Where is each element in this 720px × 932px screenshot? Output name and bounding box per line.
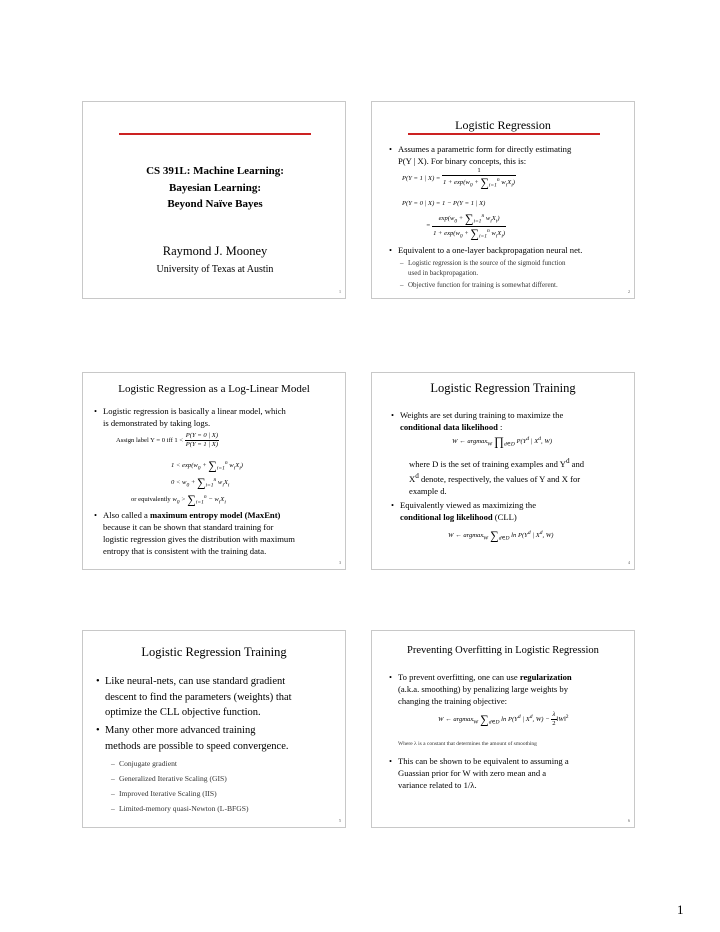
bullet-text: logistic regression gives the distribution with maximum	[103, 534, 295, 544]
bullet: • Weights are set during training to maximize the conditional data likelihood :	[400, 409, 630, 433]
sub-bullet: – Limited-memory quasi-Newton (L-BFGS)	[111, 804, 249, 813]
bold-term: maximum entropy model (MaxEnt)	[150, 510, 281, 520]
slide-title: Logistic Regression Training	[141, 645, 287, 659]
where-text-line: example d.	[409, 485, 447, 496]
bullet-text: Like neural-nets, can use standard gradient	[105, 676, 286, 687]
bullet: • Like neural-nets, can use standard gradient descent to find the parameters (weights) that optimize the CLL objective function.	[105, 674, 341, 721]
bullet-text: because it can be shown that standard training for	[103, 522, 274, 532]
bullet-text: (CLL)	[492, 512, 517, 522]
sub-bullet-text: Objective function for training is somewhat different.	[408, 281, 558, 289]
slide-6	[371, 630, 635, 828]
sub-bullet: – Objective function for training is somewhat different.	[408, 280, 630, 290]
equation-p-y1: P(Y = 1 | X) = $\frac{1}{1 + \exp(w_0 + \sum_{i=1}^n w_iX_i)}$	[402, 167, 515, 190]
bold-term: conditional log likelihood	[400, 512, 493, 522]
slide-title: Logistic Regression Training	[430, 381, 576, 395]
sub-bullet-text: Generalized Iterative Scaling (GIS)	[119, 774, 227, 783]
bullet-text: Weights are set during training to maximize the	[400, 410, 564, 420]
bullet-text: Assumes a parametric form for directly estimating	[398, 144, 572, 154]
course-title-line3: Beyond Naïve Bayes	[167, 198, 263, 210]
bullet-text: This can be shown to be equivalent to assuming a	[398, 756, 569, 766]
slide-2	[371, 101, 635, 299]
sub-bullet-text: Logistic regression is the source of the sigmoid function	[408, 259, 566, 267]
equation-exp-ineq: $1 < \exp(w_0 + \sum_{i=1}^n$ $w_iX_i$)	[171, 458, 243, 473]
bullet-text: P(Y | X). For binary concepts, this is:	[398, 156, 527, 166]
bullet-text: Equivalently viewed as maximizing the	[400, 500, 537, 510]
slide-number: 4	[628, 560, 630, 565]
bullet-text: changing the training objective:	[398, 696, 508, 706]
sub-bullet: – Logistic regression is the source of the sigmoid function used in backpropagation.	[408, 258, 630, 278]
course-title-line2: Bayesian Learning:	[169, 182, 261, 194]
bullet: • To prevent overfitting, one can use regularization (a.k.a. smoothing) by penalizing large weights by changing the training objective:	[398, 671, 630, 707]
institution: University of Texas at Austin	[156, 264, 274, 275]
where-text-line: X	[409, 473, 416, 484]
bullet-text: descent to find the parameters (weights) that	[105, 691, 292, 703]
title-rule	[119, 133, 311, 135]
slide-4	[371, 372, 635, 570]
where-text-sup: d	[415, 471, 419, 480]
bullet: • Also called a maximum entropy model (MaxEnt) because it can be shown that standard training for logistic regression gives the distribution with maximum entropy that is consistent with the training data.	[103, 509, 341, 557]
bullet: • Many other more advanced training methods are possible to speed convergence.	[105, 723, 341, 754]
sub-bullet: – Conjugate gradient	[111, 759, 177, 768]
course-title-line1: CS 391L: Machine Learning:	[146, 165, 284, 177]
slide-title: Logistic Regression as a Log-Linear Model	[118, 383, 310, 395]
slide-number: 5	[339, 818, 341, 823]
bold-term: regularization	[519, 672, 572, 682]
slide-title: Preventing Overfitting in Logistic Regression	[407, 645, 599, 656]
sub-bullet-text: used in backpropagation.	[408, 269, 479, 277]
equation-linear-ineq: $0 < w_0 + \sum_{i=1}^n$ $w_iX_i$	[171, 475, 230, 490]
bullet-text: Guassian prior for W with zero mean and a	[398, 768, 547, 778]
where-text-line: where D is the set of training examples and Y	[409, 458, 566, 469]
bullet-text: is demonstrated by taking logs.	[103, 418, 211, 428]
bullet: • Equivalently viewed as maximizing the conditional log likelihood (CLL)	[400, 499, 630, 523]
where-text-line: denote, respectively, the values of Y and X for	[418, 473, 581, 484]
bullet: • This can be shown to be equivalent to assuming a Guassian prior for W with zero mean and a variance related to 1/λ.	[398, 755, 630, 791]
bold-term: conditional data likelihood	[400, 422, 498, 432]
author: Raymond J. Mooney	[162, 244, 268, 258]
sub-bullet-list	[111, 756, 341, 816]
slide-5	[82, 630, 346, 828]
sub-bullet-text: Improved Iterative Scaling (IIS)	[119, 789, 217, 798]
bullet-text: optimize the CLL objective function.	[105, 707, 261, 718]
sub-bullet: – Improved Iterative Scaling (IIS)	[111, 789, 217, 798]
slide-1	[82, 101, 346, 299]
assign-label-text: Assign label Y = 0 iff 1 <	[116, 437, 184, 445]
slide-title: Logistic Regression	[455, 118, 551, 132]
where-text-line: and	[569, 458, 585, 469]
bullet-text: To prevent overfitting, one can use	[398, 672, 520, 682]
lambda-note: Where λ is a constant that determines the amount of smoothing	[398, 741, 537, 747]
bullet-text: (a.k.a. smoothing) by penalizing large weights by	[398, 684, 569, 694]
or-equivalently-text: or equivalently	[131, 496, 171, 504]
bullet: • Assumes a parametric form for directly estimating P(Y | X). For binary concepts, this is:	[398, 143, 630, 167]
sub-bullet-text: Limited-memory quasi-Newton (L-BFGS)	[119, 804, 249, 813]
bullet-text: Many other more advanced training	[105, 725, 256, 736]
bullet: • Equivalent to a one-layer backpropagation neural net.	[398, 244, 630, 256]
equation-argmax-product: W ← argmax$_W$ $\prod_{d\in D}$ $P(Y^d$ | $X^d$, W)	[452, 434, 553, 449]
where-text	[409, 455, 630, 497]
bullet-text: variance related to 1/λ.	[398, 780, 477, 790]
where-text-sup: d	[565, 457, 570, 465]
page-number: 1	[677, 902, 684, 917]
equation-regularized: W ← argmax$_W$ $\sum_{d\in D}$ $\ln P(Y^d$ | $X^d$, W) − $\frac{\lambda}{2}$ ‖W‖$^2$	[438, 711, 569, 727]
slide-3	[82, 372, 346, 570]
sub-bullet: – Generalized Iterative Scaling (GIS)	[111, 774, 227, 783]
equation-p-y0-expanded: = $\frac{\exp(w_0 + \sum_{i=1}^n w_iX_i)}{1 + \exp(w_0 + \sum_{i=1}^n w_iX_i)}$	[426, 211, 506, 241]
title-rule	[408, 133, 600, 135]
bullet-text: Also called a	[103, 510, 151, 520]
bullet-text: Equivalent to a one-layer backpropagation neural net.	[398, 245, 583, 255]
slide-number: 1	[339, 289, 341, 294]
bullet: • Logistic regression is basically a linear model, which is demonstrated by taking logs.	[103, 405, 341, 429]
bullet-text: :	[497, 422, 503, 432]
slide-number: 2	[628, 289, 630, 294]
sub-bullet-text: Conjugate gradient	[119, 759, 177, 768]
bullet-text: entropy that is consistent with the training data.	[103, 546, 267, 556]
equation-assign-label: Assign label Y = 0 iff 1 < $\frac{P(Y = 0 | X)}{P(Y = 1 | X)}$	[116, 432, 219, 448]
bullet-text: Logistic regression is basically a linear model, which	[103, 406, 286, 416]
slide-number: 6	[628, 818, 630, 823]
equation-equivalent: or equivalently $w_0 > \sum_{i=1}^n - w_iX_i$	[131, 492, 226, 507]
equation-p-y0: P(Y = 0 | X) = 1 − P(Y = 1 | X)	[402, 200, 486, 207]
bullet-text: methods are possible to speed convergence.	[105, 740, 289, 752]
equation-argmax-sum-log: W ← argmax$_W$ $\sum_{d\in D}$ $\ln P(Y^d$ | $X^d$, W)	[448, 528, 554, 543]
slide-number: 3	[339, 560, 341, 565]
